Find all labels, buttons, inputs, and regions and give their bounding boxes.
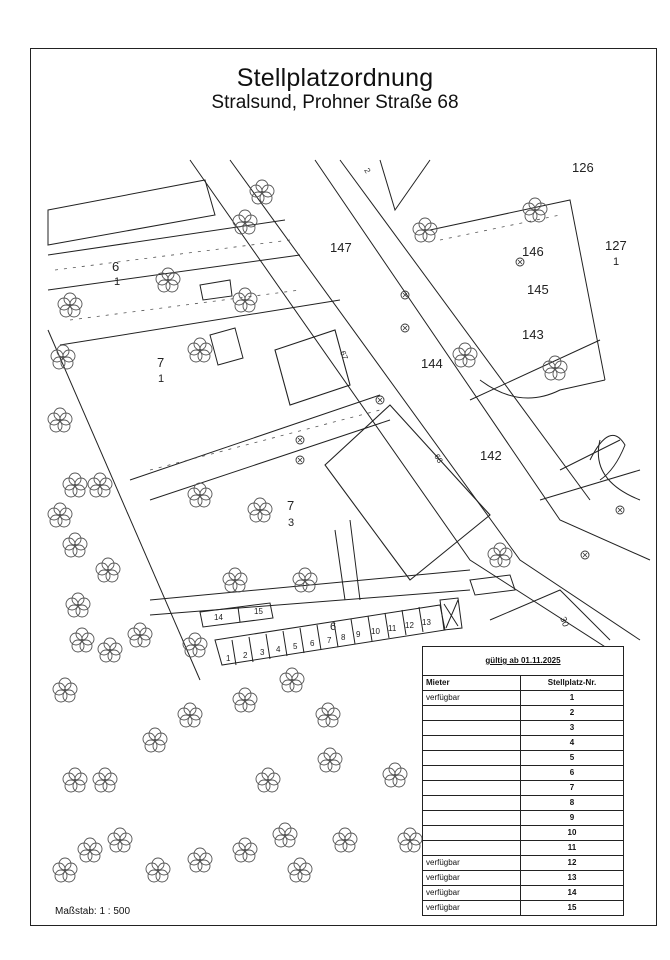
small-tree-symbols <box>296 258 624 559</box>
map-label-143: 143 <box>522 327 544 342</box>
page-subtitle: Stralsund, Prohner Straße 68 <box>211 92 459 113</box>
table-row <box>423 751 623 766</box>
house-number-30: 30 <box>558 615 571 629</box>
row-nr: 13 <box>521 871 624 886</box>
spot-6: 6 <box>310 639 315 648</box>
parking-assignment-table <box>422 646 624 916</box>
map-label-127-sub: 1 <box>613 256 620 268</box>
table-row <box>423 766 623 781</box>
map-label-6: 6 <box>112 259 120 274</box>
row-mieter <box>423 811 521 826</box>
row-mieter <box>423 796 521 811</box>
row-nr: 1 <box>521 691 624 706</box>
map-label-7-1: 7 <box>157 355 165 370</box>
map-label-7-3: 7 <box>287 498 295 513</box>
table-row <box>423 781 623 796</box>
map-label-145: 145 <box>527 282 549 297</box>
row-mieter: verfügbar <box>423 691 521 706</box>
row-mieter <box>423 736 521 751</box>
table-row <box>423 736 623 751</box>
row-nr: 8 <box>521 796 624 811</box>
map-label-144: 144 <box>421 356 443 371</box>
map-label-127: 127 <box>605 238 627 253</box>
house-number-2: 2 <box>362 166 373 175</box>
row-nr: 15 <box>521 901 624 916</box>
table-row <box>423 841 623 856</box>
row-nr: 2 <box>521 706 624 721</box>
spot-10: 10 <box>371 627 380 636</box>
row-mieter: verfügbar <box>423 856 521 871</box>
spot-1: 1 <box>226 654 231 663</box>
table-row <box>423 826 623 841</box>
row-nr: 6 <box>521 766 624 781</box>
map-label-142: 142 <box>480 448 502 463</box>
row-nr: 5 <box>521 751 624 766</box>
spot-12: 12 <box>405 621 414 630</box>
row-mieter <box>423 706 521 721</box>
road-edge-right <box>230 160 640 640</box>
valid-from-label: gültig ab 01.11.2025 <box>423 647 623 676</box>
row-mieter <box>423 781 521 796</box>
map-label-7-3-sub: 3 <box>288 517 295 529</box>
row-nr: 9 <box>521 811 624 826</box>
table-row <box>423 691 623 706</box>
spot-5: 5 <box>293 642 298 651</box>
spot-14: 14 <box>214 613 223 622</box>
spot-3: 3 <box>260 648 265 657</box>
spot-9: 9 <box>356 630 361 639</box>
row-mieter: verfügbar <box>426 903 460 912</box>
table-header-row <box>423 676 623 691</box>
page-title: Stellplatzordnung <box>236 64 434 92</box>
table-row <box>423 721 623 736</box>
row-mieter <box>423 751 521 766</box>
spot-8: 8 <box>341 633 346 642</box>
map-label-147: 147 <box>330 240 352 255</box>
row-nr: 4 <box>521 736 624 751</box>
row-mieter: verfügbar <box>423 886 521 901</box>
table-row <box>423 886 623 901</box>
row-mieter <box>423 841 521 856</box>
row-mieter <box>423 721 521 736</box>
house-number-68: 68 <box>432 452 445 465</box>
table-row <box>423 856 623 871</box>
spot-13: 13 <box>422 618 431 627</box>
spot-11: 11 <box>388 624 397 633</box>
map-label-6-sub: 1 <box>114 276 121 288</box>
header-mieter: Mieter <box>423 676 521 691</box>
row-nr: 14 <box>521 886 624 901</box>
spot-7: 7 <box>327 636 332 645</box>
spot-2: 2 <box>243 651 248 660</box>
table-row <box>423 811 623 826</box>
header-stellplatz-nr: Stellplatz-Nr. <box>521 676 624 691</box>
row-nr: 3 <box>521 721 624 736</box>
row-nr: 7 <box>521 781 624 796</box>
scale-label: Maßstab: 1 : 500 <box>55 906 131 917</box>
spot-4: 4 <box>276 645 281 654</box>
row-nr: 10 <box>521 826 624 841</box>
table-row <box>423 706 623 721</box>
map-label-6b: 6 <box>330 621 337 633</box>
table-row <box>423 796 623 811</box>
spot-15: 15 <box>254 607 263 616</box>
map-label-126: 126 <box>572 160 594 175</box>
row-mieter <box>423 766 521 781</box>
assignment-table <box>423 676 623 915</box>
row-mieter <box>423 826 521 841</box>
house-number-67: 67 <box>338 349 350 362</box>
table-row <box>423 901 623 916</box>
table-row <box>423 871 623 886</box>
row-nr: 12 <box>521 856 624 871</box>
map-label-7-1-sub: 1 <box>158 373 165 385</box>
row-nr: 11 <box>521 841 624 856</box>
map-label-146: 146 <box>522 244 544 259</box>
row-mieter: verfügbar <box>423 871 521 886</box>
